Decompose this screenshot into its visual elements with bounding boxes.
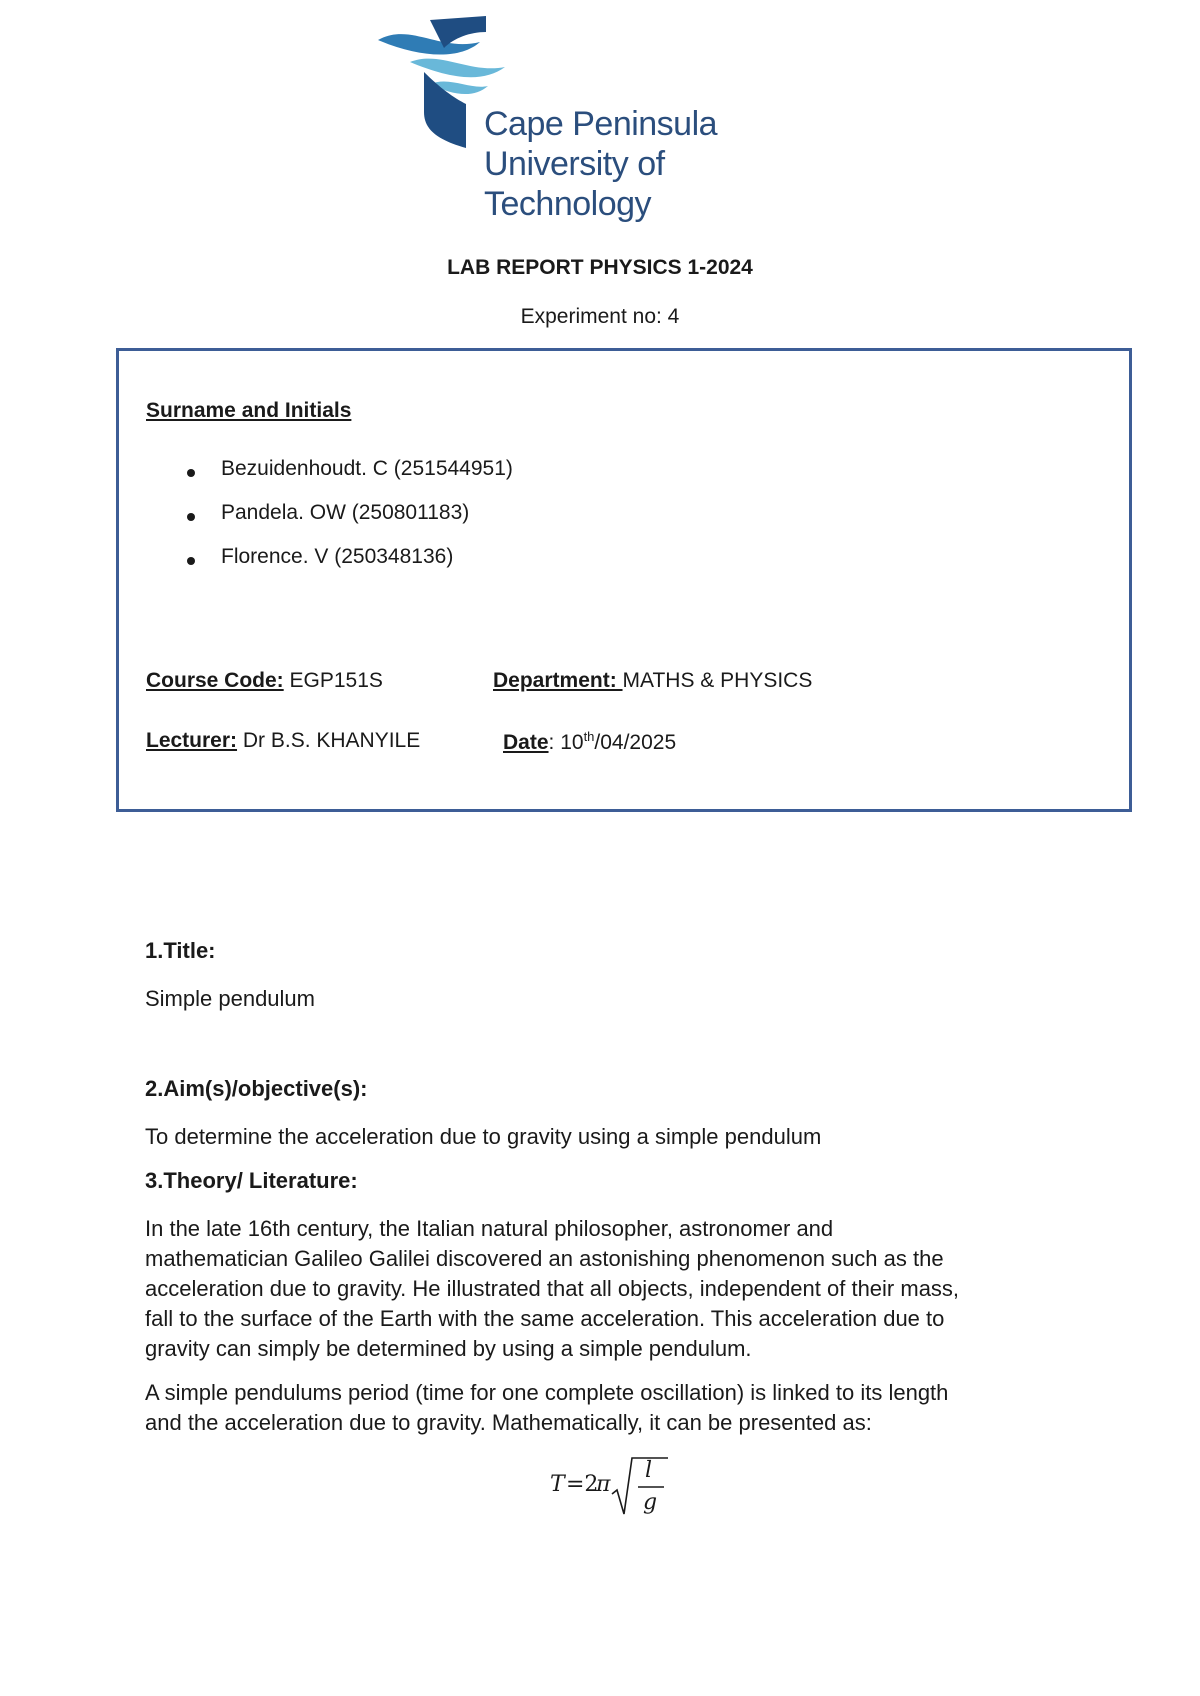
course-code-value: EGP151S <box>283 669 383 692</box>
formula-lhs: T <box>550 1472 565 1497</box>
theory-line: fall to the surface of the Earth with the same acceleration. This acceleration due to <box>145 1306 945 1331</box>
section-aim-text: To determine the acceleration due to gravity using a simple pendulum <box>145 1124 822 1149</box>
theory-line: acceleration due to gravity. He illustrated that all objects, independent of their mass, <box>145 1276 960 1301</box>
lecturer-label: Lecturer: <box>146 729 238 752</box>
date-suffix: th <box>583 729 595 744</box>
member-item: Bezuidenhoudt. C (251544951) <box>221 457 513 480</box>
section-aim-heading: 2.Aim(s)/objective(s): <box>145 1076 368 1101</box>
university-logo <box>370 12 810 223</box>
theory-line: In the late 16th century, the Italian natural philosopher, astronomer and <box>145 1216 834 1241</box>
formula-equals: =2 <box>566 1472 599 1497</box>
sqrt-sign-icon <box>610 1454 670 1518</box>
member-item: Pandela. OW (250801183) <box>221 501 470 524</box>
lecturer-value: Dr B.S. KHANYILE <box>237 729 421 752</box>
theory-line: A simple pendulums period (time for one complete oscillation) is linked to its length <box>145 1380 949 1405</box>
theory-line: gravity can simply be determined by using a simple pendulum. <box>145 1336 752 1361</box>
pendulum-formula <box>550 1452 670 1522</box>
theory-line: mathematician Galileo Galilei discovered an astonishing phenomenon such as the <box>145 1246 944 1271</box>
date-row <box>503 729 676 755</box>
date-rest: /04/2025 <box>594 731 677 754</box>
bullet-icon <box>187 513 195 521</box>
section-theory-paragraph <box>145 1214 1105 1364</box>
experiment-number: Experiment no: 4 <box>520 305 680 328</box>
department-value: MATHS & PHYSICS <box>622 669 813 692</box>
formula-numerator: l <box>645 1458 653 1483</box>
logo-name-line1: Cape Peninsula <box>484 105 718 143</box>
course-code-row <box>146 669 383 693</box>
lecturer-row <box>146 729 420 753</box>
course-code-label: Course Code: <box>146 669 284 692</box>
theory-line: and the acceleration due to gravity. Mathematically, it can be presented as: <box>145 1410 872 1435</box>
formula-pi: π <box>596 1472 611 1497</box>
date-label: Date <box>503 731 549 754</box>
section-title-text: Simple pendulum <box>145 986 315 1011</box>
members-heading: Surname and Initials <box>146 399 352 422</box>
formula-denominator: g <box>643 1490 658 1515</box>
section-title-heading: 1.Title: <box>145 938 216 963</box>
member-item: Florence. V (250348136) <box>221 545 454 568</box>
bullet-icon <box>187 557 195 565</box>
date-value: : 10 <box>548 731 584 754</box>
report-title: LAB REPORT PHYSICS 1-2024 <box>447 256 753 279</box>
department-label: Department: <box>493 669 623 692</box>
student-info-box <box>116 348 1132 812</box>
logo-name-line2: University of Technology <box>484 145 665 223</box>
bullet-icon <box>187 469 195 477</box>
section-theory-paragraph-2 <box>145 1378 1105 1438</box>
department-row <box>493 669 812 693</box>
section-theory-heading: 3.Theory/ Literature: <box>145 1168 358 1193</box>
